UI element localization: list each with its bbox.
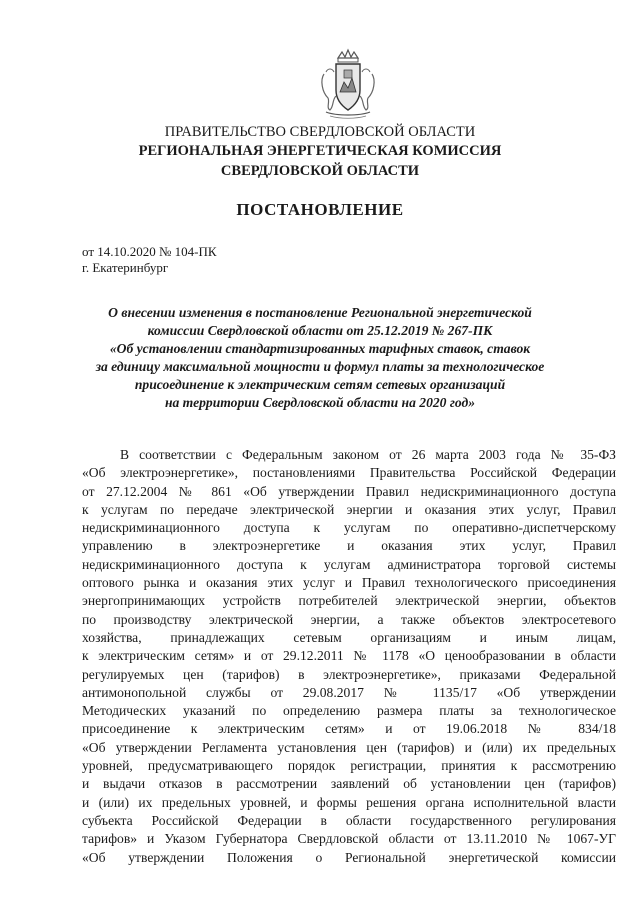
body-line: «Об электроэнергетике», постановлениями Правительства Российской Федерации [82, 465, 616, 481]
org-name-region: СВЕРДЛОВСКОЙ ОБЛАСТИ [220, 163, 420, 179]
body-line: тарифов» и Указом Губернатора Свердловской области от 13.11.2010 № 1067-УГ [82, 831, 616, 847]
body-paragraph [82, 446, 616, 867]
body-line: и (или) их предельных уровней, и формы решения органа исполнительной власти [82, 794, 616, 810]
body-line: «Об утверждении Положения о Региональной энергетической комиссии [82, 849, 616, 865]
subject-line: О внесении изменения в постановление Региональной энергетической [108, 305, 532, 320]
org-name-government: ПРАВИТЕЛЬСТВО СВЕРДЛОВСКОЙ ОБЛАСТИ [164, 124, 476, 140]
body-line: по производству электрической энергии, а также объектов электросетевого [82, 611, 616, 627]
subject-line: на территории Свердловской области на 2020 год» [164, 395, 476, 410]
org-name-commission: РЕГИОНАЛЬНАЯ ЭНЕРГЕТИЧЕСКАЯ КОМИССИЯ [138, 143, 502, 159]
body-line: к услугам по передаче электрической энергии и оказания этих услуг, Правил [82, 501, 616, 517]
body-line: присоединение к электрическим сетям» и от 19.06.2018 № 834/18 [82, 721, 616, 737]
body-line: антимонопольной службы от 29.08.2017 № 1135/17 «Об утверждении [82, 684, 616, 700]
body-line: Методических указаний по определению размера платы за технологическое [82, 703, 616, 719]
subject-line: за единицу максимальной мощности и формул платы за технологическое [95, 359, 545, 374]
document-date-number: от 14.10.2020 № 104-ПК [82, 244, 217, 259]
body-line: «Об утверждении Регламента установления цен (тарифов) и (или) их предельных [82, 739, 616, 755]
document-title: ПОСТАНОВЛЕНИЕ [236, 200, 404, 219]
body-line: субъекта Российской Федерации в области государственного регулирования [82, 812, 616, 828]
body-line: недискриминационного доступа к услугам администратора торговой системы [82, 556, 616, 572]
body-line: регулируемых цен (тарифов) в электроэнергетике», приказами Федеральной [82, 666, 616, 682]
sverdlovsk-coat-of-arms-icon [316, 48, 380, 120]
subject-line: присоединение к электрическим сетям сетевых организаций [134, 377, 506, 392]
body-line: управлению в электроэнергетике и оказания этих услуг, Правил [82, 538, 616, 554]
body-line: хозяйства, принадлежащих сетевым организациям и иным лицам, [82, 629, 616, 645]
body-line: от 27.12.2004 № 861 «Об утверждении Правил недискриминационного доступа [82, 483, 616, 499]
document-city: г. Екатеринбург [82, 260, 169, 275]
body-line: оптового рынка и оказания этих услуг и Правил технологического присоединения [82, 575, 616, 591]
body-line: недискриминационного доступа к услугам по оперативно-диспетчерскому [82, 520, 616, 536]
body-line: В соответствии с Федеральным законом от 26 марта 2003 года № 35-ФЗ [120, 447, 616, 462]
body-line: и выдачи отказов в рассмотрении заявлений об установлении цен (тарифов) [82, 776, 616, 792]
body-line: уровней, предусматривающего порядок регистрации, принятия к рассмотрению [82, 758, 616, 774]
body-line: энергопринимающих устройств потребителей электрической энергии, объектов [82, 593, 616, 609]
body-line: к электрическим сетям» и от 29.12.2011 № 1178 «О ценообразовании в области [82, 648, 616, 664]
subject-line: «Об установлении стандартизированных тарифных ставок, ставок [109, 341, 531, 356]
subject-line: комиссии Свердловской области от 25.12.2019 № 267-ПК [147, 323, 493, 338]
